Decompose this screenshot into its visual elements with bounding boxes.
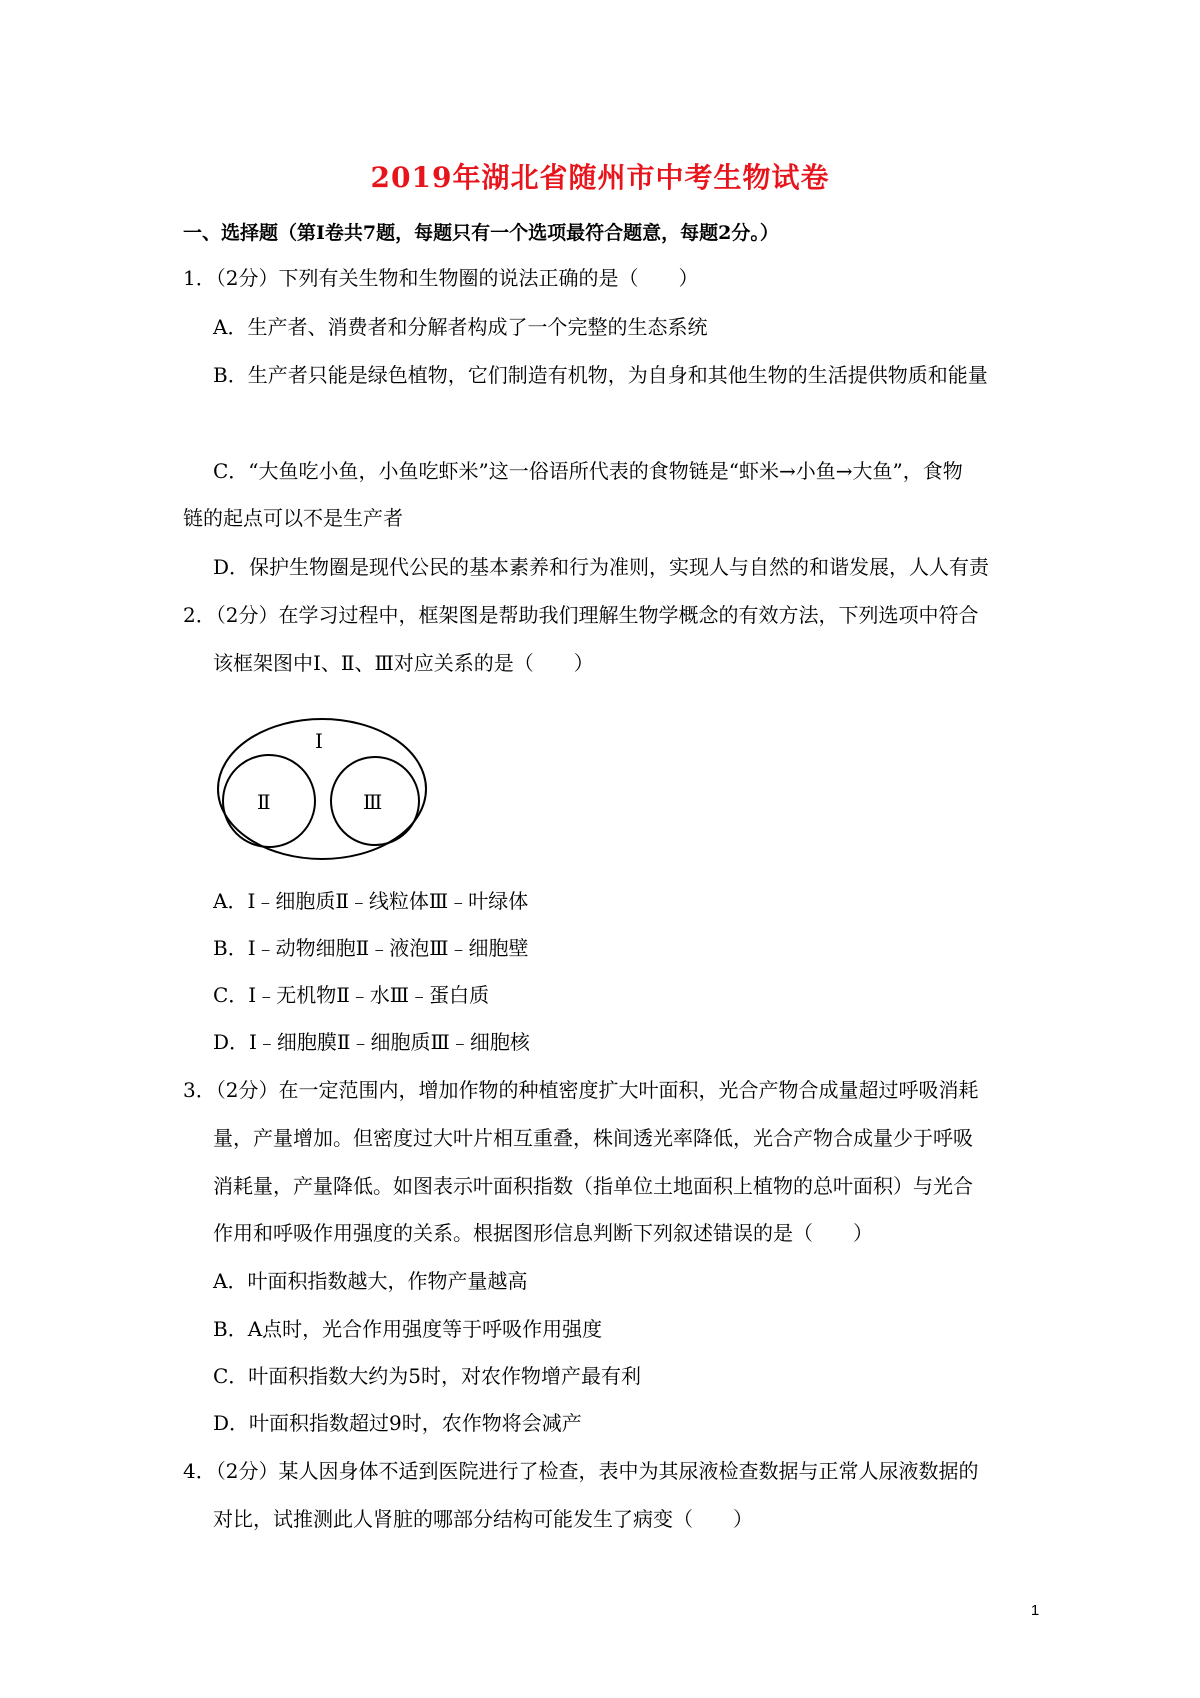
question-4-stem-line1: 4．（2分）某人因身体不适到医院进行了检查，表中为其尿液检查数据与正常人尿液数据的 [183, 1459, 979, 1483]
question-3-stem-line2: 量，产量增加。但密度过大叶片相互重叠，株间透光率降低，光合产物合成量少于呼吸 [213, 1126, 973, 1150]
question-3-option-c: C．叶面积指数大约为5时，对农作物增产最有利 [213, 1364, 642, 1388]
question-1-option-c-line2: 链的起点可以不是生产者 [183, 506, 403, 530]
question-1-option-d: D．保护生物圈是现代公民的基本素养和行为准则，实现人与自然的和谐发展，人人有责 [213, 555, 990, 579]
section-heading: 一、选择题（第Ⅰ卷共7题，每题只有一个选项最符合题意，每题2分。） [183, 222, 779, 244]
question-2-stem-line2: 该框架图中Ⅰ、Ⅱ、Ⅲ对应关系的是（ ） [213, 651, 594, 675]
question-1-option-c-line1: C．“大鱼吃小鱼，小鱼吃虾米”这一俗语所代表的食物链是“虾米→小鱼→大鱼”，食物 [213, 459, 963, 483]
question-3-stem-line4: 作用和呼吸作用强度的关系。根据图形信息判断下列叙述错误的是（ ） [213, 1221, 873, 1245]
question-1-option-b: B．生产者只能是绿色植物，它们制造有机物，为自身和其他生物的生活提供物质和能量 [213, 363, 988, 387]
question-2-option-a: A．Ⅰ﹣细胞质Ⅱ﹣线粒体Ⅲ﹣叶绿体 [213, 889, 529, 913]
question-2-stem-line1: 2．（2分）在学习过程中，框架图是帮助我们理解生物学概念的有效方法，下列选项中符合 [183, 603, 979, 627]
question-3-stem-line3: 消耗量，产量降低。如图表示叶面积指数（指单位土地面积上植物的总叶面积）与光合 [213, 1174, 973, 1198]
page-title: 2019年湖北省随州市中考生物试卷 [370, 161, 830, 194]
question-3-option-b: B．A点时，光合作用强度等于呼吸作用强度 [213, 1317, 603, 1341]
question-4-stem-line2: 对比，试推测此人肾脏的哪部分结构可能发生了病变（ ） [213, 1507, 753, 1531]
label-right: Ⅲ [363, 790, 383, 814]
question-1-stem: 1．（2分）下列有关生物和生物圈的说法正确的是（ ） [183, 266, 699, 290]
question-2-option-d: D．Ⅰ﹣细胞膜Ⅱ﹣细胞质Ⅲ﹣细胞核 [213, 1030, 530, 1054]
question-3-option-a: A．叶面积指数越大，作物产量越高 [213, 1269, 528, 1293]
question-1-option-a: A．生产者、消费者和分解者构成了一个完整的生态系统 [213, 315, 708, 339]
question-3-option-d: D．叶面积指数超过9时，农作物将会减产 [213, 1411, 582, 1435]
page-number: 1 [1030, 1602, 1040, 1619]
label-outer: Ⅰ [315, 729, 323, 753]
question-3-stem-line1: 3．（2分）在一定范围内，增加作物的种植密度扩大叶面积，光合产物合成量超过呼吸消耗 [183, 1078, 979, 1102]
question-2-option-b: B．Ⅰ﹣动物细胞Ⅱ﹣液泡Ⅲ﹣细胞壁 [213, 936, 529, 960]
question-2-option-c: C．Ⅰ﹣无机物Ⅱ﹣水Ⅲ﹣蛋白质 [213, 983, 490, 1007]
venn-diagram [215, 716, 430, 862]
label-left: Ⅱ [257, 790, 271, 814]
